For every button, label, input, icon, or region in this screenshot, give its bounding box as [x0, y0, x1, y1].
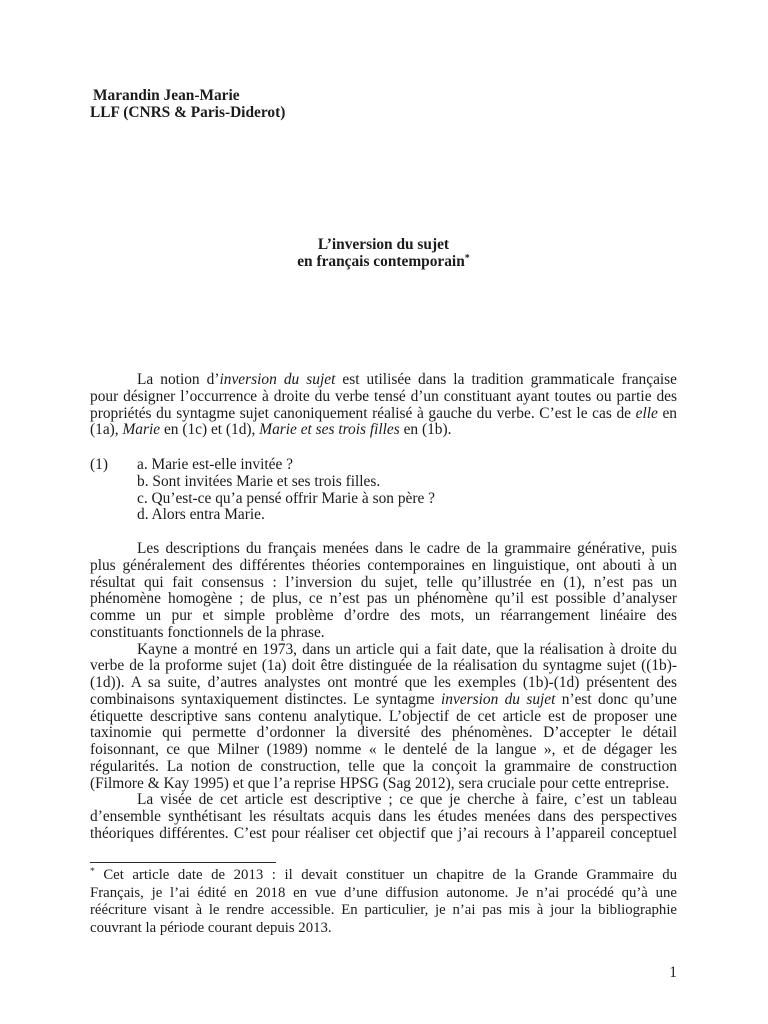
paragraph-line [90, 406, 677, 423]
paragraph-1 [90, 372, 677, 439]
example-1 [90, 457, 677, 524]
author-affiliation: LLF (CNRS & Paris-Diderot) [90, 104, 286, 121]
paragraph-line: plus généralement des différentes théories contemporaines en linguistique, ont abouti à un [90, 556, 677, 574]
italic-term: Marie et ses trois filles [259, 421, 400, 439]
paragraph-line [90, 692, 677, 709]
paragraph-3 [90, 642, 677, 793]
paragraph-line: (Filmore & Kay 1995) et que l’a reprise HPSG (Sag 2012), sera cruciale pour cette entreprise. [90, 774, 670, 792]
paragraph-line [90, 372, 677, 389]
footnote-line: couvrant la période courant depuis 2013. [90, 920, 332, 937]
example-item: d. Alors entra Marie. [137, 506, 265, 524]
text-run: n’est donc qu’une [555, 690, 677, 708]
footnote-text: Cet article date de 2013 : il devait constituer un chapitre de la Grande Grammaire du [103, 867, 677, 883]
paragraph-line: foisonnant, ce que Milner (1989) nomme « le dentelé de la langue », et de dégager les [90, 741, 677, 758]
paragraph-4 [90, 792, 677, 842]
footnote-mark: * [90, 867, 95, 877]
paragraph-line: verbe de la proforme sujet (1a) doit être distinguée de la réalisation du syntagme sujet ((1b)- [90, 657, 677, 675]
title-line-2 [90, 253, 677, 270]
text-run: est utilisée dans la tradition grammaticale française [335, 371, 677, 388]
article-title [90, 236, 677, 270]
paragraph-line: résultat qui fait consensus : l’inversion du sujet, telle qu’illustrée en (1), n’est pas un [90, 573, 677, 591]
author-header [90, 87, 677, 121]
paragraph-2 [90, 541, 677, 642]
footnote-separator [90, 862, 276, 863]
paragraph-line [90, 422, 677, 439]
author-name: Marandin Jean-Marie [93, 87, 240, 104]
paragraph-line: phénomène homogène ; de plus, ce n’est pas un phénomène qu’il est possible d’analyser [90, 590, 677, 608]
paragraph-line: constituants fonctionnels de la phrase. [90, 623, 325, 641]
paragraph-line: Les descriptions du français menées dans le cadre de la grammaire générative, puis [137, 540, 677, 557]
body-text [90, 541, 677, 843]
example-item: a. Marie est-elle invitée ? [137, 456, 293, 473]
footnote [90, 867, 677, 938]
paragraph-line: taxinomie qui permette d’ordonner la diversité des phénomènes. D’accepter le détail [90, 724, 677, 742]
text-run: (1a), [90, 421, 123, 439]
paragraph-line: (1d)). A sa suite, d’autres analystes ont montré que les exemples (1b)-(1d) présentent des [90, 674, 677, 691]
italic-term: inversion du sujet [440, 690, 556, 708]
footnote-line: Français, je l’ai édité en 2018 en vue d’une diffusion autonome. Je n’ai procédé qu’à une [90, 884, 677, 901]
title-line-1: L’inversion du sujet [317, 236, 450, 253]
text-run: La notion d’ [137, 371, 220, 388]
paragraph-line: étiquette descriptive sans contenu analytique. L’objectif de cet article est de proposer une [90, 707, 677, 725]
footnote-line: réécriture visant à le rendre accessible. En particulier, je n’ai pas mis à jour la bibliographie [90, 902, 677, 919]
text-run: en [657, 404, 678, 422]
page-number: 1 [669, 964, 677, 981]
example-number: (1) [90, 456, 108, 473]
text-run: en (1c) et (1d), [160, 421, 260, 439]
title-line-2-text: en français contemporain [297, 253, 465, 270]
text-run: propriétés du syntagme sujet canoniquement réalisé à gauche du verbe. C’est le cas de [90, 404, 636, 422]
paragraph-line: pour désigner l’occurrence à droite du verbe tensé d’un constituant ayant toutes ou partie des [90, 387, 677, 405]
paragraph-line: Kayne a montré en 1973, dans un article qui a fait date, que la réalisation à droite du [137, 640, 677, 658]
italic-term: Marie [122, 421, 161, 439]
footnote-line [90, 867, 677, 885]
paragraph-line: théoriques différentes. C’est pour réaliser cet objectif que j’ai recours à l’appareil conceptuel [90, 824, 677, 842]
italic-term: elle [635, 404, 658, 422]
title-footnote-mark: * [464, 253, 470, 264]
paragraph-line: comme un pur et simple problème d’ordre des mots, un réarrangement linéaire des [90, 607, 677, 624]
example-items [137, 457, 677, 524]
text-run: combinaisons syntaxiquement distinctes. Le syntagme [90, 690, 441, 708]
example-item: b. Sont invitées Marie et ses trois filles. [137, 472, 381, 490]
italic-term: inversion du sujet [219, 371, 336, 388]
text-run: en (1b). [399, 421, 452, 439]
paragraph-line: régularités. La notion de construction, telle que la conçoit la grammaire de construction [90, 757, 677, 775]
paragraph-line: La visée de cet article est descriptive ; ce que je cherche à faire, c’est un tableau [137, 791, 677, 809]
paragraph-line: d’ensemble synthétisant les résultats acquis dans les études menées dans des perspectives [90, 808, 677, 825]
example-item: c. Qu’est-ce qu’a pensé offrir Marie à son père ? [137, 489, 435, 507]
